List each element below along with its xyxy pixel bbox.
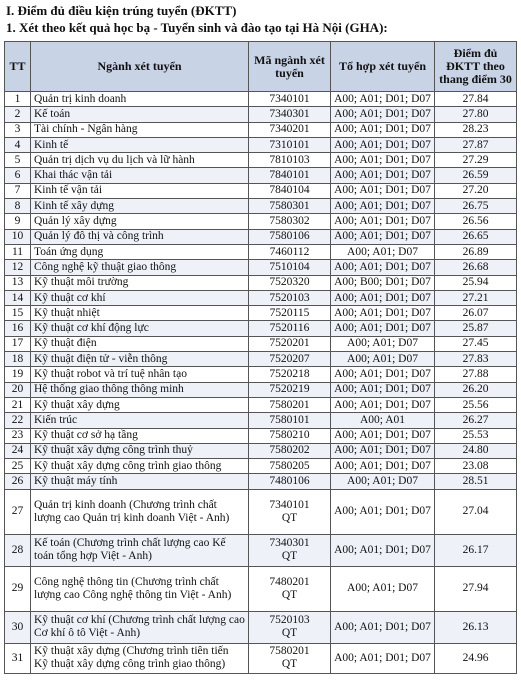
cell-tt: 6 bbox=[5, 168, 31, 183]
cell-to-hop: A00; A01; D01; D07 bbox=[331, 443, 435, 458]
admission-score-table bbox=[4, 41, 517, 674]
cell-to-hop: A00; A01 bbox=[331, 413, 435, 428]
table-row bbox=[5, 489, 517, 534]
cell-nganh: Kỹ thuật xây dựng công trình thuỷ bbox=[31, 443, 249, 458]
cell-ma-nganh: 7840104 bbox=[249, 183, 331, 198]
cell-tt: 21 bbox=[5, 397, 31, 412]
cell-nganh: Khai thác vận tải bbox=[31, 168, 249, 183]
cell-to-hop: A00; A01; D01; D07 bbox=[331, 107, 435, 122]
cell-to-hop: A00; A01; D01; D07 bbox=[331, 199, 435, 214]
cell-tt: 22 bbox=[5, 413, 31, 428]
cell-nganh: Kỹ thuật xây dựng công trình giao thông bbox=[31, 459, 249, 474]
cell-nganh: Quản lý xây dựng bbox=[31, 214, 249, 229]
table-row bbox=[5, 367, 517, 382]
cell-nganh: Kỹ thuật xây dựng (Chương trình tiên tiến Kỹ thuật xây dựng công trình giao thông) bbox=[31, 643, 249, 673]
cell-tt: 26 bbox=[5, 474, 31, 489]
cell-ma-nganh: 7520218 bbox=[249, 367, 331, 382]
table-row bbox=[5, 428, 517, 443]
cell-diem: 26.89 bbox=[435, 244, 517, 259]
cell-diem: 26.75 bbox=[435, 199, 517, 214]
cell-ma-nganh: 7580201 bbox=[249, 397, 331, 412]
cell-nganh: Kinh tế vận tải bbox=[31, 183, 249, 198]
cell-tt: 1 bbox=[5, 92, 31, 107]
cell-to-hop: A00; A01; D01; D07 bbox=[331, 611, 435, 643]
cell-tt: 27 bbox=[5, 489, 31, 534]
cell-tt: 17 bbox=[5, 336, 31, 351]
cell-nganh: Kỹ thuật điện bbox=[31, 336, 249, 351]
cell-tt: 9 bbox=[5, 214, 31, 229]
cell-ma-nganh: 7580210 bbox=[249, 428, 331, 443]
cell-ma-nganh: 7580106 bbox=[249, 229, 331, 244]
cell-to-hop: A00; A01; D07 bbox=[331, 566, 435, 611]
subsection-heading: 1. Xét theo kết quả học bạ - Tuyển sinh và đào tạo tại Hà Nội (GHA): bbox=[6, 20, 388, 35]
table-row bbox=[5, 474, 517, 489]
cell-ma-nganh: 7520207 bbox=[249, 352, 331, 367]
cell-ma-nganh: 7580201 QT bbox=[249, 643, 331, 673]
cell-nganh: Quản lý đô thị và công trình bbox=[31, 229, 249, 244]
cell-to-hop: A00; A01; D01; D07 bbox=[331, 290, 435, 305]
cell-diem: 25.53 bbox=[435, 428, 517, 443]
cell-tt: 8 bbox=[5, 199, 31, 214]
cell-ma-nganh: 7580205 bbox=[249, 459, 331, 474]
cell-tt: 7 bbox=[5, 183, 31, 198]
cell-ma-nganh: 7520103 bbox=[249, 290, 331, 305]
cell-to-hop: A00; A01; D01; D07 bbox=[331, 229, 435, 244]
cell-nganh: Kỹ thuật máy tính bbox=[31, 474, 249, 489]
table-row bbox=[5, 275, 517, 290]
table-row bbox=[5, 137, 517, 152]
table-row bbox=[5, 183, 517, 198]
cell-to-hop: A00; A01; D01; D07 bbox=[331, 168, 435, 183]
cell-tt: 24 bbox=[5, 443, 31, 458]
cell-to-hop: A00; A01; D01; D07 bbox=[331, 92, 435, 107]
cell-diem: 26.68 bbox=[435, 260, 517, 275]
table-row bbox=[5, 214, 517, 229]
table-row bbox=[5, 229, 517, 244]
cell-diem: 27.21 bbox=[435, 290, 517, 305]
cell-diem: 28.51 bbox=[435, 474, 517, 489]
cell-to-hop: A00; A01; D01; D07 bbox=[331, 260, 435, 275]
cell-tt: 19 bbox=[5, 367, 31, 382]
cell-nganh: Quản trị kinh doanh bbox=[31, 92, 249, 107]
table-header-row bbox=[5, 42, 517, 92]
cell-ma-nganh: 7580302 bbox=[249, 214, 331, 229]
cell-nganh: Kỹ thuật điện tử - viễn thông bbox=[31, 352, 249, 367]
cell-to-hop: A00; A01; D07 bbox=[331, 244, 435, 259]
cell-ma-nganh: 7520115 bbox=[249, 306, 331, 321]
cell-tt: 28 bbox=[5, 534, 31, 566]
header-nganh: Ngành xét tuyển bbox=[31, 42, 249, 92]
cell-nganh: Kế toán bbox=[31, 107, 249, 122]
cell-to-hop: A00; A01; D07 bbox=[331, 474, 435, 489]
table-row bbox=[5, 534, 517, 566]
cell-nganh: Kỹ thuật cơ sở hạ tầng bbox=[31, 428, 249, 443]
cell-nganh: Kỹ thuật cơ khí bbox=[31, 290, 249, 305]
cell-nganh: Kế toán (Chương trình chất lượng cao Kế toán tổng hợp Việt - Anh) bbox=[31, 534, 249, 566]
cell-to-hop: A00; A01; D01; D07 bbox=[331, 459, 435, 474]
cell-to-hop: A00; A01; D01; D07 bbox=[331, 321, 435, 336]
cell-diem: 26.65 bbox=[435, 229, 517, 244]
cell-ma-nganh: 7580301 bbox=[249, 199, 331, 214]
cell-ma-nganh: 7520320 bbox=[249, 275, 331, 290]
cell-ma-nganh: 7340301 bbox=[249, 107, 331, 122]
cell-ma-nganh: 7310101 bbox=[249, 137, 331, 152]
cell-diem: 24.80 bbox=[435, 443, 517, 458]
cell-diem: 23.08 bbox=[435, 459, 517, 474]
cell-nganh: Tài chính - Ngân hàng bbox=[31, 122, 249, 137]
cell-ma-nganh: 7520103 QT bbox=[249, 611, 331, 643]
cell-tt: 13 bbox=[5, 275, 31, 290]
cell-nganh: Kỹ thuật cơ khí (Chương trình chất lượng cao Cơ khí ô tô Việt - Anh) bbox=[31, 611, 249, 643]
cell-nganh: Kỹ thuật nhiệt bbox=[31, 306, 249, 321]
table-row bbox=[5, 290, 517, 305]
cell-diem: 27.45 bbox=[435, 336, 517, 351]
cell-tt: 14 bbox=[5, 290, 31, 305]
cell-to-hop: A00; A01; D01; D07 bbox=[331, 306, 435, 321]
cell-diem: 27.94 bbox=[435, 566, 517, 611]
table-row bbox=[5, 566, 517, 611]
cell-tt: 15 bbox=[5, 306, 31, 321]
cell-diem: 28.23 bbox=[435, 122, 517, 137]
table-row bbox=[5, 244, 517, 259]
cell-to-hop: A00; A01; D01; D07 bbox=[331, 643, 435, 673]
cell-ma-nganh: 7520201 bbox=[249, 336, 331, 351]
table-row bbox=[5, 397, 517, 412]
cell-tt: 23 bbox=[5, 428, 31, 443]
cell-tt: 29 bbox=[5, 566, 31, 611]
cell-nganh: Công nghệ kỹ thuật giao thông bbox=[31, 260, 249, 275]
cell-nganh: Công nghệ thông tin (Chương trình chất lượng cao Công nghệ thông tin Việt - Anh) bbox=[31, 566, 249, 611]
cell-ma-nganh: 7480201 QT bbox=[249, 566, 331, 611]
cell-diem: 26.59 bbox=[435, 168, 517, 183]
cell-to-hop: A00; A01; D01; D07 bbox=[331, 397, 435, 412]
cell-tt: 12 bbox=[5, 260, 31, 275]
cell-tt: 11 bbox=[5, 244, 31, 259]
header-to-hop: Tổ hợp xét tuyển bbox=[331, 42, 435, 92]
cell-tt: 5 bbox=[5, 153, 31, 168]
cell-nganh: Kỹ thuật môi trường bbox=[31, 275, 249, 290]
cell-ma-nganh: 7510104 bbox=[249, 260, 331, 275]
table-row bbox=[5, 459, 517, 474]
cell-diem: 27.20 bbox=[435, 183, 517, 198]
header-tt: TT bbox=[5, 42, 31, 92]
cell-tt: 25 bbox=[5, 459, 31, 474]
cell-to-hop: A00; A01; D01; D07 bbox=[331, 183, 435, 198]
cell-to-hop: A00; A01; D01; D07 bbox=[331, 382, 435, 397]
cell-ma-nganh: 7580101 bbox=[249, 413, 331, 428]
cell-tt: 4 bbox=[5, 137, 31, 152]
cell-nganh: Hệ thống giao thông thông minh bbox=[31, 382, 249, 397]
table-row bbox=[5, 643, 517, 673]
table-row bbox=[5, 92, 517, 107]
cell-to-hop: A00; A01; D01; D07 bbox=[331, 153, 435, 168]
cell-diem: 26.17 bbox=[435, 534, 517, 566]
table-row bbox=[5, 413, 517, 428]
cell-to-hop: A00; A01; D01; D07 bbox=[331, 367, 435, 382]
cell-to-hop: A00; A01; D07 bbox=[331, 336, 435, 351]
cell-ma-nganh: 7340201 bbox=[249, 122, 331, 137]
cell-diem: 26.20 bbox=[435, 382, 517, 397]
cell-nganh: Kinh tế bbox=[31, 137, 249, 152]
cell-diem: 26.07 bbox=[435, 306, 517, 321]
cell-ma-nganh: 7480106 bbox=[249, 474, 331, 489]
cell-tt: 10 bbox=[5, 229, 31, 244]
cell-tt: 3 bbox=[5, 122, 31, 137]
cell-tt: 30 bbox=[5, 611, 31, 643]
cell-ma-nganh: 7340301 QT bbox=[249, 534, 331, 566]
table-row bbox=[5, 443, 517, 458]
table-row bbox=[5, 107, 517, 122]
table-row bbox=[5, 352, 517, 367]
cell-diem: 27.84 bbox=[435, 92, 517, 107]
cell-diem: 25.87 bbox=[435, 321, 517, 336]
table-row bbox=[5, 122, 517, 137]
cell-ma-nganh: 7340101 bbox=[249, 92, 331, 107]
table-row bbox=[5, 168, 517, 183]
cell-diem: 27.83 bbox=[435, 352, 517, 367]
header-diem: Điểm đủ ĐKTT theo thang điểm 30 bbox=[435, 42, 517, 92]
table-row bbox=[5, 321, 517, 336]
cell-nganh: Kỹ thuật cơ khí động lực bbox=[31, 321, 249, 336]
cell-to-hop: A00; A01; D01; D07 bbox=[331, 489, 435, 534]
cell-ma-nganh: 7580202 bbox=[249, 443, 331, 458]
cell-diem: 24.96 bbox=[435, 643, 517, 673]
cell-to-hop: A00; A01; D07 bbox=[331, 352, 435, 367]
cell-nganh: Quản trị dịch vụ du lịch và lữ hành bbox=[31, 153, 249, 168]
cell-diem: 27.87 bbox=[435, 137, 517, 152]
cell-nganh: Kỹ thuật xây dựng bbox=[31, 397, 249, 412]
cell-nganh: Toán ứng dụng bbox=[31, 244, 249, 259]
cell-tt: 2 bbox=[5, 107, 31, 122]
cell-diem: 25.94 bbox=[435, 275, 517, 290]
cell-ma-nganh: 7460112 bbox=[249, 244, 331, 259]
cell-tt: 16 bbox=[5, 321, 31, 336]
cell-tt: 18 bbox=[5, 352, 31, 367]
cell-diem: 27.88 bbox=[435, 367, 517, 382]
cell-nganh: Kinh tế xây dựng bbox=[31, 199, 249, 214]
header-ma-nganh: Mã ngành xét tuyển bbox=[249, 42, 331, 92]
cell-nganh: Quản trị kinh doanh (Chương trình chất lượng cao Quản trị kinh doanh Việt - Anh) bbox=[31, 489, 249, 534]
table-row bbox=[5, 199, 517, 214]
cell-tt: 20 bbox=[5, 382, 31, 397]
cell-diem: 27.80 bbox=[435, 107, 517, 122]
cell-diem: 27.04 bbox=[435, 489, 517, 534]
cell-to-hop: A00; A01; D01; D07 bbox=[331, 122, 435, 137]
table-row bbox=[5, 382, 517, 397]
cell-nganh: Kiến trúc bbox=[31, 413, 249, 428]
table-row bbox=[5, 260, 517, 275]
cell-to-hop: A00; A01; D01; D07 bbox=[331, 137, 435, 152]
cell-diem: 27.29 bbox=[435, 153, 517, 168]
cell-to-hop: A00; A01; D01; D07 bbox=[331, 428, 435, 443]
table-row bbox=[5, 336, 517, 351]
table-row bbox=[5, 306, 517, 321]
cell-ma-nganh: 7810103 bbox=[249, 153, 331, 168]
cell-diem: 25.56 bbox=[435, 397, 517, 412]
cell-ma-nganh: 7520116 bbox=[249, 321, 331, 336]
cell-nganh: Kỹ thuật robot và trí tuệ nhân tạo bbox=[31, 367, 249, 382]
table-row bbox=[5, 611, 517, 643]
cell-diem: 26.56 bbox=[435, 214, 517, 229]
table-row bbox=[5, 153, 517, 168]
cell-to-hop: A00; A01; D01; D07 bbox=[331, 214, 435, 229]
cell-ma-nganh: 7520219 bbox=[249, 382, 331, 397]
cell-ma-nganh: 7840101 bbox=[249, 168, 331, 183]
cell-to-hop: A00; A01; D01; D07 bbox=[331, 534, 435, 566]
cell-diem: 26.27 bbox=[435, 413, 517, 428]
cell-diem: 26.13 bbox=[435, 611, 517, 643]
cell-to-hop: A00; B00; D01; D07 bbox=[331, 275, 435, 290]
section-heading: I. Điểm đủ điều kiện trúng tuyển (ĐKTT) bbox=[6, 3, 237, 18]
cell-tt: 31 bbox=[5, 643, 31, 673]
cell-ma-nganh: 7340101 QT bbox=[249, 489, 331, 534]
